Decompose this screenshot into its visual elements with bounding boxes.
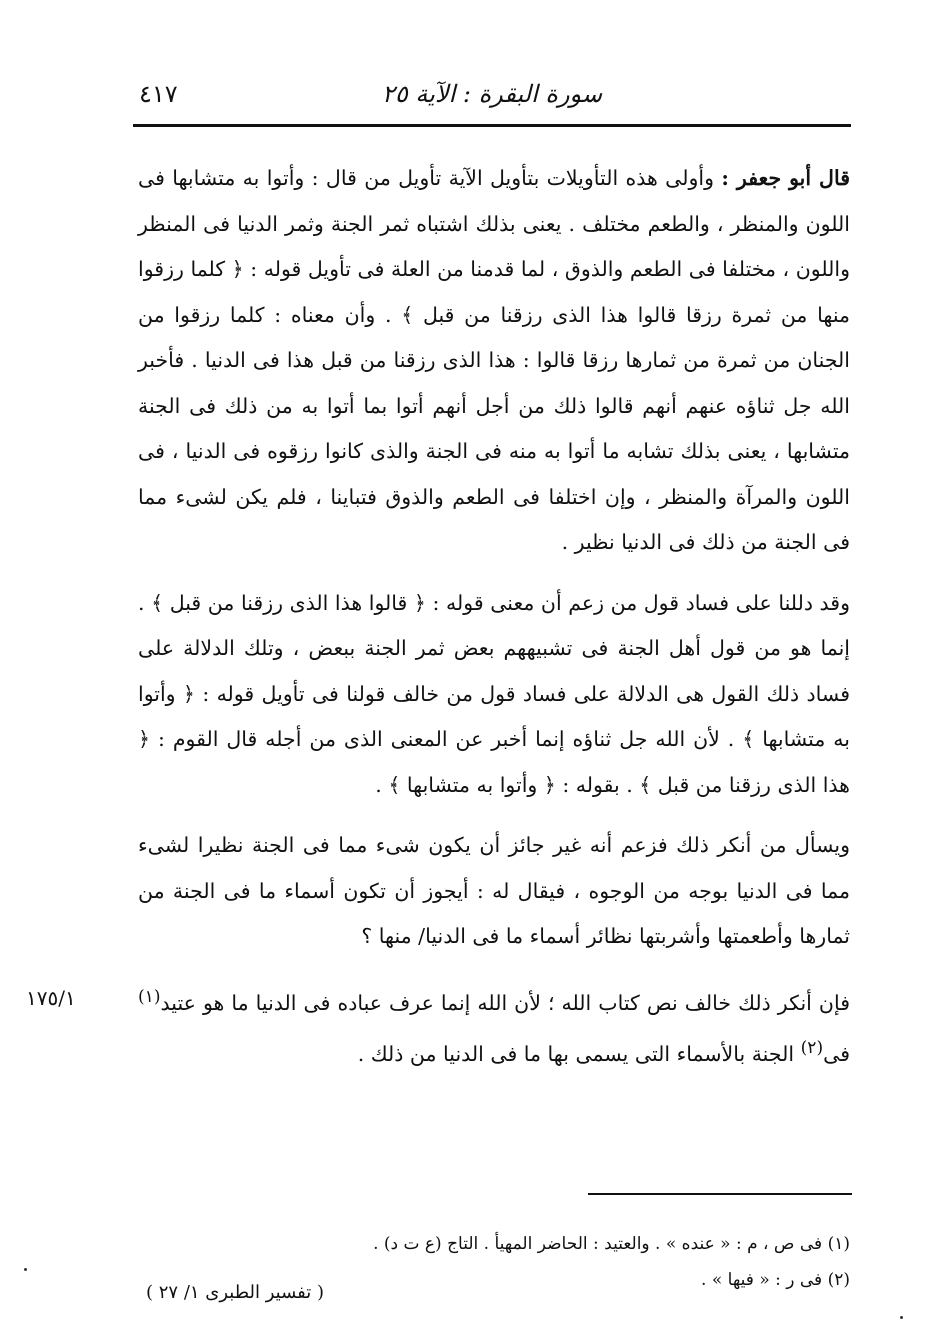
text-segment: . xyxy=(375,772,382,797)
main-text xyxy=(138,156,850,1092)
footnote-2: (٢) فى ر : « فيها » . xyxy=(701,1270,850,1290)
text-segment: . لأن الله جل ثناؤه إنما أخبر عن المعنى الذى من أجله قال القوم : xyxy=(157,727,735,751)
scan-speck xyxy=(24,1268,27,1271)
quran-verse: ﴿ وأتوا به متشابها ﴾ xyxy=(138,681,850,751)
source-citation: ( تفسير الطبرى ١/ ٢٧ ) xyxy=(146,1282,324,1303)
text-segment: . وأن معناه : كلما رزقوا من الجنان من ثمرة من ثمارها رزقا قالوا : هذا الذى رزقنا من قبل هذا فى الدنيا . فأخبر الله جل ثناؤه عنهم أنهم قالوا ذلك من أجل أنهم أتوا بما أتوا به من ذلك فى الجنة متشابها ، يعنى بذلك تشابه ما أتوا به منه فى الجنة والذى كانوا رزقوه فى الدنيا ، فى اللون والمرآة والمنظر ، وإن اختلفا فى الطعم والذوق فتباينا ، فلم يكن لشىء مما فى الجنة من ذلك فى الدنيا نظير . xyxy=(138,302,850,554)
quran-verse: ﴿ كلما رزقوا منها من ثمرة رزقا قالوا هذا الذى رزقنا من قبل ﴾ xyxy=(138,257,850,327)
scan-speck xyxy=(900,1316,903,1319)
text-segment: وقد دللنا على فساد قول من زعم أن معنى قوله : xyxy=(432,590,850,615)
paragraph-4 xyxy=(138,975,850,1078)
quran-verse: ﴿ هذا الذى رزقنا من قبل ﴾ xyxy=(138,727,850,797)
page-header xyxy=(133,78,851,118)
speaker-label: قال أبو جعفر : xyxy=(721,166,850,190)
text-segment: فإن أنكر ذلك خالف نص كتاب الله ؛ لأن الله إنما عرف عباده فى الدنيا ما هو عتيد xyxy=(160,990,850,1015)
footnote-1: (١) فى ص ، م : « عنده » . والعتيد : الحاضر المهيأ . التاج (ع ت د) . xyxy=(373,1234,850,1254)
footnote-rule xyxy=(588,1193,852,1195)
page-number: ٤١٧ xyxy=(139,80,178,108)
header-rule xyxy=(133,124,851,127)
text-segment: وأولى هذه التأويلات بتأويل الآية تأويل من قال : وأتوا به متشابها فى اللون والمنظر ، والطعم مختلف . يعنى بذلك اشتباه ثمر الجنة وثمر الدنيا فى المنظر واللون ، مختلفا فى الطعم والذوق ، لما قدمنا من العلة فى تأويل قوله : xyxy=(138,166,850,281)
paragraph-2 xyxy=(138,581,850,809)
running-title: سورة البقرة : الآية ٢٥ xyxy=(381,80,603,108)
text-segment: فى xyxy=(823,1041,850,1066)
footnote-marker: (١) xyxy=(138,986,161,1007)
text-segment: ويسأل من أنكر ذلك فزعم أنه غير جائز أن يكون شىء مما فى الجنة نظيرا لشىء مما فى الدنيا بوجه من الوجوه ، فيقال له : أيجوز أن تكون أسماء ما فى الجنة من ثمارها وأطعمتها وأشربتها نظائر أسماء ما فى الدنيا/ منها ؟ xyxy=(138,833,850,948)
margin-reference: ١٧٥/١ xyxy=(26,986,76,1010)
text-segment: . بقوله : xyxy=(562,772,633,797)
text-segment: الجنة بالأسماء التى يسمى بها ما فى الدنيا من ذلك . xyxy=(357,1041,795,1066)
paragraph-1 xyxy=(138,156,850,566)
quran-verse: ﴿ وأتوا به متشابها ﴾ xyxy=(388,772,556,797)
paragraph-3 xyxy=(138,823,850,960)
text-segment: . إنما هو من قول أهل الجنة فى تشبيههم بعض ثمر الجنة ببعض ، وتلك الدلالة على فساد ذلك القول هى الدلالة على فساد قول من خالف قولنا فى تأويل قوله : xyxy=(138,590,850,706)
quran-verse: ﴿ قالوا هذا الذى رزقنا من قبل ﴾ xyxy=(151,590,426,615)
footnote-marker: (٢) xyxy=(800,1037,824,1058)
